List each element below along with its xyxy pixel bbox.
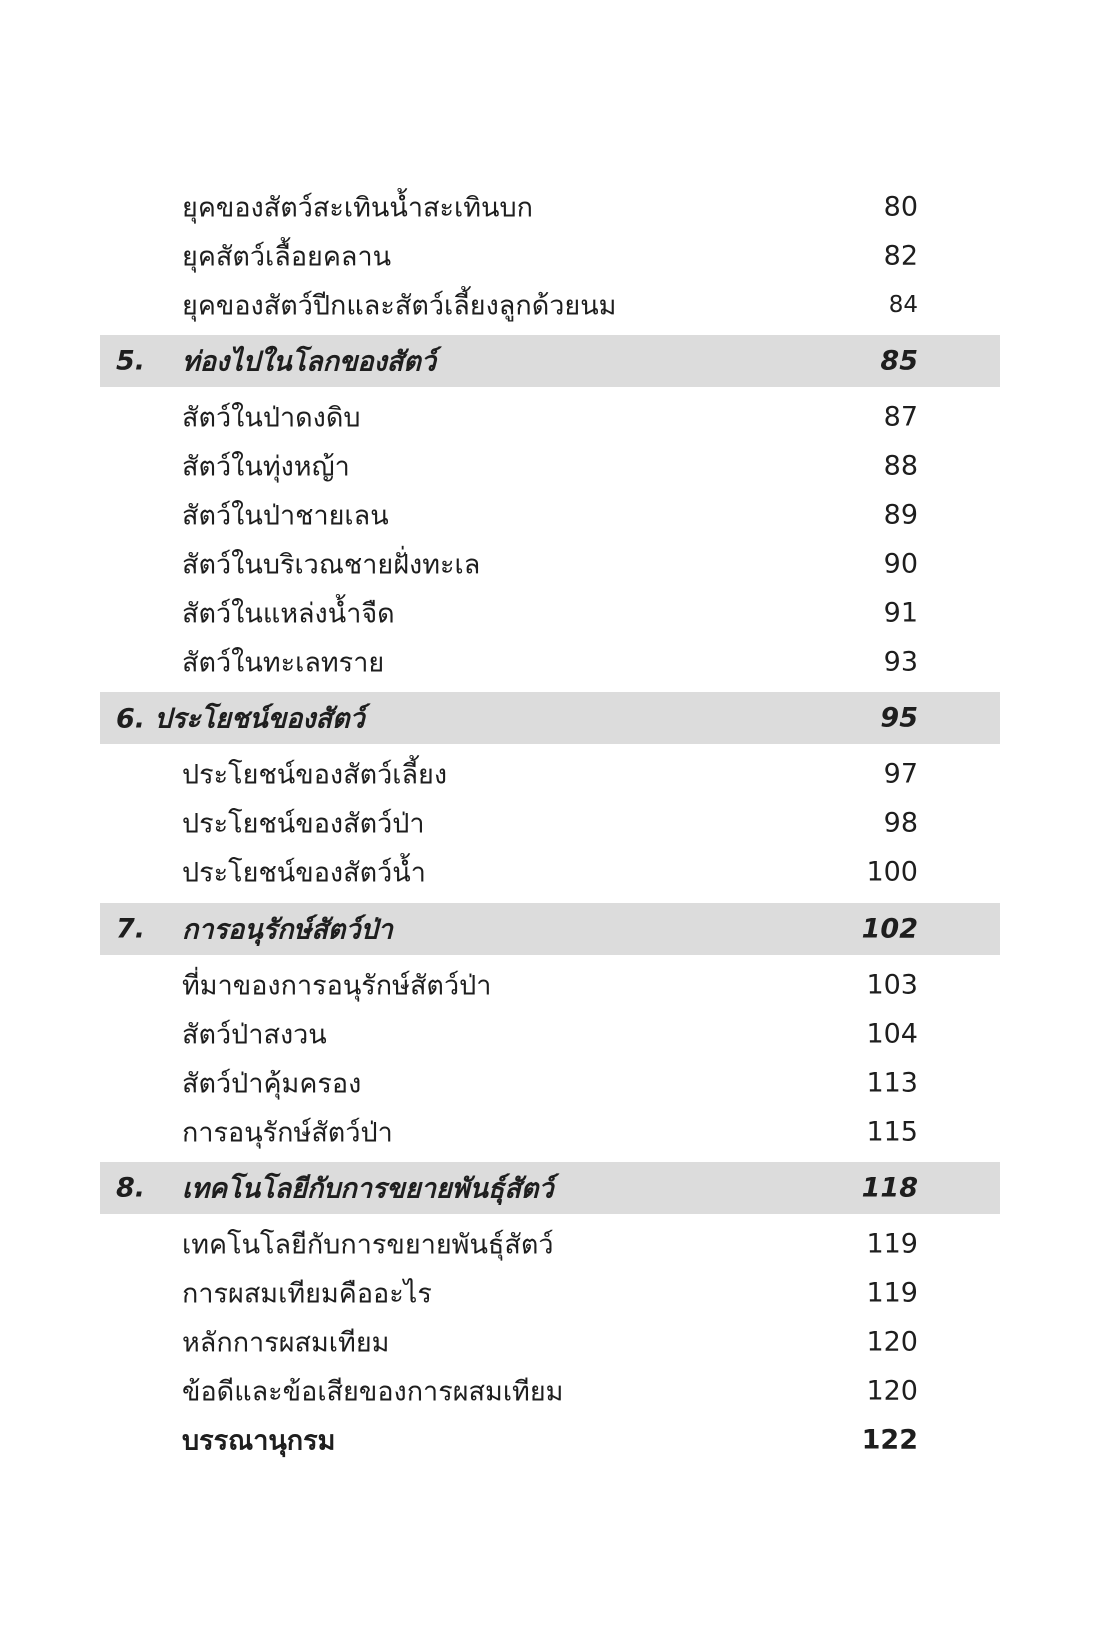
entry-title: ยุคของสัตว์สะเทินน้ำสะเทินบก [182,192,533,224]
section-number: 7. [116,913,146,945]
section-page-number: 95 [880,702,918,734]
toc-entry[interactable] [100,636,1000,688]
toc-entry[interactable] [100,489,1000,541]
entry-title: ยุคสัตว์เลื้อยคลาน [182,241,392,273]
entry-page-number: 98 [883,807,918,839]
toc-section-header[interactable] [100,903,1000,955]
entry-page-number: 88 [883,450,918,482]
entry-title: ประโยชน์ของสัตว์ป่า [182,808,425,840]
entry-page-number: 120 [866,1375,918,1407]
toc-entry[interactable] [100,1267,1000,1319]
toc-entry[interactable] [100,1365,1000,1417]
toc-entry[interactable] [100,279,1000,331]
entry-title: สัตว์ป่าสงวน [182,1019,327,1051]
entry-title: การผสมเทียมคืออะไร [182,1278,432,1310]
section-title: 6. ประโยชน์ของสัตว์ [116,703,365,735]
toc-entry[interactable] [100,1008,1000,1060]
entry-page-number: 91 [883,597,918,629]
toc-entry[interactable] [100,538,1000,590]
toc-entry[interactable] [100,959,1000,1011]
toc-entry[interactable] [100,391,1000,443]
toc-entry[interactable] [100,230,1000,282]
entry-title: ที่มาของการอนุรักษ์สัตว์ป่า [182,970,492,1002]
toc-entry-bibliography[interactable] [100,1414,1000,1466]
toc-entry[interactable] [100,587,1000,639]
entry-page-number: 100 [866,856,918,888]
entry-title: เทคโนโลยีกับการขยายพันธุ์สัตว์ [182,1229,554,1261]
entry-title: ประโยชน์ของสัตว์เลี้ยง [182,759,448,791]
entry-page-number: 82 [883,240,918,272]
toc-entry[interactable] [100,1218,1000,1270]
entry-title: สัตว์ในแหล่งน้ำจืด [182,598,395,630]
toc-entry[interactable] [100,1057,1000,1109]
section-page-number: 85 [880,345,918,377]
entry-page-number: 104 [866,1018,918,1050]
toc-entry[interactable] [100,846,1000,898]
entry-page-number: 87 [883,401,918,433]
entry-title: สัตว์ในป่าชายเลน [182,500,389,532]
entry-page-number: 89 [883,499,918,531]
section-number: 5. [116,345,146,377]
entry-page-number: 84 [888,292,918,318]
section-title: เทคโนโลยีกับการขยายพันธุ์สัตว์ [182,1173,554,1205]
entry-page-number: 97 [883,758,918,790]
toc-section-header[interactable] [100,1162,1000,1214]
entry-title: สัตว์ในป่าดงดิบ [182,402,361,434]
entry-title: ข้อดีและข้อเสียของการผสมเทียม [182,1376,564,1408]
entry-title: หลักการผสมเทียม [182,1327,390,1359]
entry-page-number: 119 [866,1228,918,1260]
entry-page-number: 80 [883,191,918,223]
entry-page-number: 122 [861,1424,918,1456]
entry-title: บรรณานุกรม [182,1425,336,1457]
toc-section-header[interactable] [100,692,1000,744]
toc-entry[interactable] [100,748,1000,800]
entry-title: ประโยชน์ของสัตว์น้ำ [182,857,426,889]
section-page-number: 118 [861,1172,918,1204]
entry-page-number: 119 [866,1277,918,1309]
entry-title: สัตว์ป่าคุ้มครอง [182,1068,362,1100]
entry-title: การอนุรักษ์สัตว์ป่า [182,1117,393,1149]
entry-title: สัตว์ในทะเลทราย [182,647,385,679]
entry-title: ยุคของสัตว์ปีกและสัตว์เลี้ยงลูกด้วยนม [182,290,617,322]
toc-entry[interactable] [100,181,1000,233]
section-title: ท่องไปในโลกของสัตว์ [182,346,436,378]
entry-title: สัตว์ในบริเวณชายฝั่งทะเล [182,549,481,581]
toc-entry[interactable] [100,797,1000,849]
section-number: 8. [116,1172,146,1204]
section-page-number: 102 [861,913,918,945]
toc-section-header[interactable] [100,335,1000,387]
entry-page-number: 113 [866,1067,918,1099]
entry-page-number: 115 [866,1116,918,1148]
toc-entry[interactable] [100,440,1000,492]
entry-page-number: 103 [866,969,918,1001]
entry-page-number: 93 [883,646,918,678]
section-title: การอนุรักษ์สัตว์ป่า [182,914,393,946]
toc-entry[interactable] [100,1106,1000,1158]
entry-title: สัตว์ในทุ่งหญ้า [182,451,350,483]
entry-page-number: 90 [883,548,918,580]
entry-page-number: 120 [866,1326,918,1358]
toc-entry[interactable] [100,1316,1000,1368]
